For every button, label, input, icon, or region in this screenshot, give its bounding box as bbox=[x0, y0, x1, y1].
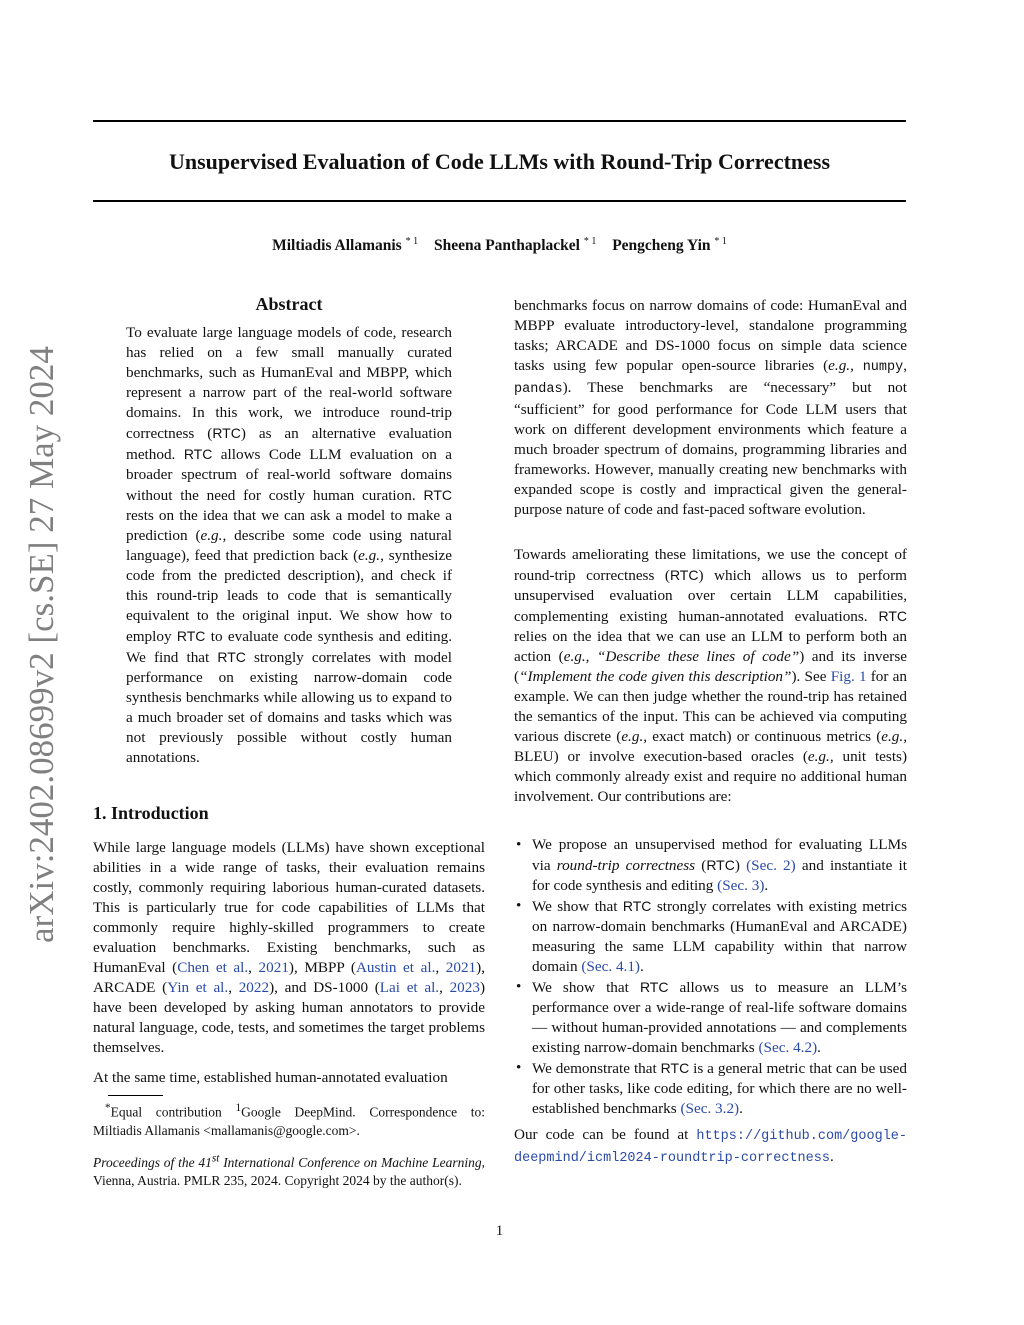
footnote-rule bbox=[108, 1095, 163, 1096]
intro-paragraph-2: At the same time, established human-annotated evaluation bbox=[93, 1069, 448, 1086]
section-link[interactable]: (Sec. 2) bbox=[746, 857, 796, 874]
citation-link[interactable]: Yin et al. bbox=[167, 979, 229, 996]
arxiv-side-stamp: arXiv:2402.08699v2 [cs.SE] 27 May 2024 bbox=[22, 346, 61, 944]
author-list bbox=[93, 236, 906, 255]
section-link[interactable]: (Sec. 3.2) bbox=[680, 1100, 740, 1117]
section-link[interactable]: (Sec. 3) bbox=[717, 877, 765, 894]
footnote: *Equal contribution $^1$Google DeepMind. Correspondence to: Miltiadis Allamanis <mallamanis@google.com>. bbox=[93, 1102, 485, 1138]
body-paragraph: Towards ameliorating these limitations, we use the concept of round-trip correctness (RTC) which allows us to perform unsupervised evaluation over certain LLM capabilities, complementing existing human-annotated evaluations. RTC relies on the idea that we can use an LLM to perform both an action (e.g., “Describe these lines of code”) and its inverse (“Implement the code given this description”). See Fig. 1 for an example. We can then judge whether the round-trip has retained the semantics of the input. This can be achieved via computing various discrete (e.g., exact match) or continuous metrics (e.g., BLEU) or involve execution-based oracles (e.g., unit tests) which commonly already exist and require no additional human involvement. Our contributions are: bbox=[514, 546, 908, 805]
author-name: Sheena Panthaplackel bbox=[433, 237, 580, 255]
code-availability: Our code can be found at https://github.com/google-deepmind/icml2024-roundtrip-correctness. bbox=[514, 1126, 907, 1166]
author bbox=[434, 237, 596, 254]
contributions-list bbox=[514, 835, 907, 1119]
figure-link[interactable]: Fig. 1 bbox=[830, 668, 867, 685]
title-rule-top bbox=[93, 120, 906, 122]
proceedings-note: Proceedings of the 41st International Conference on Machine Learning, Vienna, Austria. PMLR 235, 2024. Copyright 2024 by the author(s). bbox=[93, 1152, 485, 1188]
author-affiliation: * 1 bbox=[583, 236, 597, 247]
author bbox=[612, 237, 727, 254]
list-item: • We show that RTC allows us to measure an LLM’s performance over a wide-range of real-life software domains — without human-provided annotations — and complements existing narrow-domain benchmarks (Sec. 4.2). bbox=[514, 977, 907, 1058]
section-heading-introduction: 1. Introduction bbox=[93, 803, 209, 823]
list-item: • We propose an unsupervised method for evaluating LLMs via round-trip correctness (RTC) (Sec. 2) and instantiate it for code synthesis and editing (Sec. 3). bbox=[514, 835, 907, 896]
section-link[interactable]: (Sec. 4.1) bbox=[581, 958, 640, 975]
abstract-heading: Abstract bbox=[255, 294, 323, 314]
list-item: • We show that RTC strongly correlates with existing metrics on narrow-domain benchmarks (HumanEval and ARCADE) measuring the same LLM capability within that narrow domain (Sec. 4.1). bbox=[514, 896, 907, 977]
author-name: Pengcheng Yin bbox=[612, 237, 711, 255]
list-item: • We demonstrate that RTC is a general metric that can be used for other tasks, like code editing, for which there are no well-established benchmarks (Sec. 3.2). bbox=[514, 1058, 907, 1119]
abstract-body bbox=[126, 323, 452, 768]
author-affiliation: * 1 bbox=[405, 236, 419, 247]
intro-paragraph-1: While large language models (LLMs) have shown exceptional abilities in a wide range of tasks, their evaluation remains costly, commonly requiring laborious human-curated datasets. This is particularly true for code capabilities of LLMs that commonly require highly-skilled programmers to create evaluation benchmarks. Existing benchmarks, such as HumanEval (Chen et al., 2021), MBPP (Austin et al., 2021), ARCADE (Yin et al., 2022), and DS-1000 (Lai et al., 2023) have been developed by asking human annotators to provide natural language, code, tests, and sometimes the target problems themselves. bbox=[93, 839, 486, 1056]
code-repository-link[interactable]: https://github.com/google-deepmind/icml2024-roundtrip-correctness bbox=[514, 1129, 907, 1166]
section-link[interactable]: (Sec. 4.2) bbox=[758, 1039, 818, 1056]
author-affiliation: * 1 bbox=[714, 236, 727, 247]
citation-link[interactable]: Lai et al. bbox=[379, 979, 440, 996]
author bbox=[272, 237, 418, 254]
citation-link[interactable]: 2022 bbox=[238, 979, 270, 996]
citation-link[interactable]: 2021 bbox=[258, 959, 289, 976]
title-rule-bottom bbox=[93, 200, 906, 202]
abstract-text: To evaluate large language models of code, research has relied on a few small manually curated benchmarks, such as HumanEval and MBPP, which represent a narrow part of the real-world software domains. In this work, we introduce round-trip correctness (RTC) as an alternative evaluation method. RTC allows Code LLM evaluation on a broader spectrum of real-world software domains without the need for costly human curation. RTC rests on the idea that we can ask a model to make a prediction (e.g., describe some code using natural language), feed that prediction back (e.g., synthesize code from the predicted description), and check if this round-trip leads to code that is semantically equivalent to the original input. We show how to employ RTC to evaluate code synthesis and editing. We find that RTC strongly correlates with model performance on existing narrow-domain code synthesis benchmarks while allowing us to expand to a much broader set of domains and tasks which was not previously possible without costly human annotations. bbox=[126, 324, 453, 766]
citation-link[interactable]: Chen et al. bbox=[177, 959, 249, 976]
paper-title: Unsupervised Evaluation of Code LLMs with Round-Trip Correctness bbox=[168, 149, 831, 174]
citation-link[interactable]: 2023 bbox=[449, 979, 480, 996]
body-paragraph: benchmarks focus on narrow domains of code: HumanEval and MBPP evaluate introductory-level, standalone programming tasks; ARCADE and DS-1000 focus on simple data science tasks using few popular open-source libraries (e.g., numpy, pandas). These benchmarks are “necessary” but not “sufficient” for good performance for Code LLM users that work on different development environments which feature a much broader spectrum of domains, programming libraries and frameworks. However, manually creating new benchmarks with expanded scope is costly and impractical given the general-purpose nature of code and fast-paced software evolution. bbox=[514, 297, 907, 518]
author-name: Miltiadis Allamanis bbox=[272, 237, 402, 255]
citation-link[interactable]: 2021 bbox=[445, 959, 477, 976]
citation-link[interactable]: Austin et al. bbox=[355, 959, 436, 976]
page-number: 1 bbox=[495, 1223, 504, 1239]
